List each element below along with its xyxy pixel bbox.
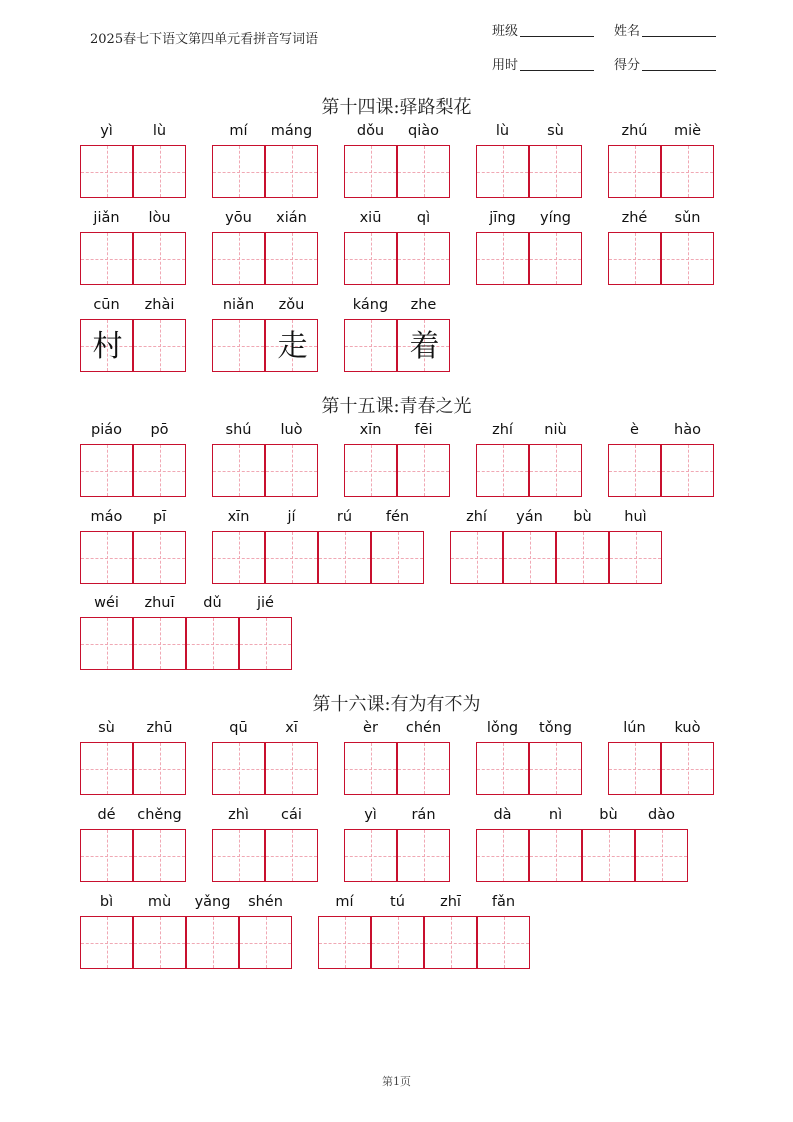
class-field[interactable] [492,20,594,39]
writing-cell[interactable] [318,916,371,969]
writing-cell[interactable] [529,829,582,882]
section-prefix: 第十六课: [312,694,391,715]
writing-cell[interactable] [80,916,133,969]
writing-cell[interactable] [661,145,714,198]
pinyin-label: yíng [539,210,571,226]
pinyin-label: pō [150,422,169,438]
pinyin-label: lǒng [486,720,519,736]
pinyin-label: miè [673,123,702,139]
written-character [345,320,398,373]
writing-cell[interactable] [529,145,582,198]
section-name: 青春之光 [399,396,472,417]
written-character [477,830,530,883]
written-character [134,917,187,970]
written-character [398,146,451,199]
writing-cell[interactable] [186,617,239,670]
name-label: 姓名 [614,24,641,39]
pinyin-label: piáo [91,422,122,438]
writing-cell[interactable] [661,444,714,497]
class-label: 班级 [492,24,519,39]
writing-cell[interactable] [133,742,186,795]
writing-cell[interactable] [265,829,318,882]
pinyin-label: rán [411,807,436,823]
written-character [187,917,240,970]
writing-cell[interactable] [80,145,133,198]
pinyin-label: jiǎn [93,210,120,226]
written-character [477,743,530,796]
pinyin-label: mí [335,894,354,910]
written-character [345,146,398,199]
pinyin-label: rú [336,509,353,525]
writing-cell[interactable] [212,742,265,795]
pinyin-label: jīng [489,210,516,226]
pinyin-label: zhú [621,123,648,139]
pinyin-label: lù [495,123,510,139]
writing-cell[interactable] [608,444,661,497]
written-character [530,445,583,498]
pinyin-label: káng [352,297,389,313]
written-character [425,917,478,970]
written-character [213,445,266,498]
writing-cell[interactable] [476,444,529,497]
written-character [134,743,187,796]
score-label: 得分 [614,58,641,73]
pinyin-label: luò [280,422,303,438]
writing-cell[interactable] [397,444,450,497]
written-character [213,320,266,373]
writing-cell[interactable] [80,319,133,372]
written-character [134,618,187,671]
pinyin-label: zhài [144,297,175,313]
writing-cell[interactable] [239,916,292,969]
pinyin-label: jí [287,509,296,525]
writing-cell[interactable] [608,742,661,795]
writing-cell[interactable] [371,531,424,584]
written-character [478,917,531,970]
pinyin-label: yì [100,123,113,139]
pinyin-label: xīn [359,422,382,438]
written-character [398,743,451,796]
section-title-lesson-15 [0,392,793,418]
pinyin-label: zhé [621,210,648,226]
writing-cell[interactable] [265,145,318,198]
section-prefix: 第十四课: [321,97,400,118]
section-prefix: 第十五课: [321,396,400,417]
writing-cell[interactable] [397,742,450,795]
written-character [398,445,451,498]
written-character [662,445,715,498]
pinyin-label: mù [147,894,172,910]
written-character [662,233,715,286]
writing-cell[interactable] [265,742,318,795]
section-title-lesson-16 [0,690,793,716]
written-character [266,532,319,585]
pinyin-label: jié [257,595,274,611]
written-character [266,445,319,498]
writing-cell[interactable] [80,232,133,285]
written-character [134,532,187,585]
written-character [609,233,662,286]
writing-cell[interactable] [397,232,450,285]
section-name: 有为有不为 [390,694,481,715]
writing-cell[interactable] [476,742,529,795]
written-character [213,830,266,883]
written-character: 村 [92,329,123,364]
writing-cell[interactable] [397,319,450,372]
pinyin-label: bì [99,894,114,910]
pinyin-label: nì [548,807,563,823]
written-character [504,532,557,585]
written-character [477,233,530,286]
written-character [583,830,636,883]
written-character [81,830,134,883]
written-character [609,743,662,796]
writing-cell[interactable] [476,829,529,882]
written-character [81,233,134,286]
writing-cell[interactable] [371,916,424,969]
written-character [266,830,319,883]
writing-cell[interactable] [318,531,371,584]
written-character [609,146,662,199]
written-character [240,618,293,671]
pinyin-label: yōu [225,210,252,226]
pinyin-label: xián [276,210,307,226]
pinyin-label: pī [152,509,167,525]
writing-cell[interactable] [80,742,133,795]
page-number: 第1页 [382,1075,411,1088]
pinyin-label: dǒu [356,123,385,139]
pinyin-label: dào [648,807,675,823]
writing-cell[interactable] [608,145,661,198]
writing-cell[interactable] [661,232,714,285]
writing-cell[interactable] [397,145,450,198]
writing-cell[interactable] [397,829,450,882]
pinyin-label: dǔ [203,595,222,611]
pinyin-label: è [630,422,639,438]
pinyin-label: sǔn [674,210,701,226]
writing-cell[interactable] [476,232,529,285]
pinyin-label: xī [285,720,298,736]
written-character [266,743,319,796]
writing-cell[interactable] [133,319,186,372]
pinyin-label: zhì [228,807,249,823]
pinyin-label: zhí [492,422,513,438]
writing-cell[interactable] [635,829,688,882]
pinyin-label: máng [270,123,313,139]
writing-cell[interactable] [582,829,635,882]
writing-cell[interactable] [133,145,186,198]
doc-title: 2025春七下语文第四单元看拼音写词语 [90,32,319,47]
written-character [398,830,451,883]
writing-cell[interactable] [265,444,318,497]
writing-cell[interactable] [608,232,661,285]
pinyin-label: èr [363,720,378,736]
writing-cell[interactable] [344,232,397,285]
written-character [134,445,187,498]
pinyin-label: fén [385,509,410,525]
writing-cell[interactable] [265,531,318,584]
pinyin-label: kuò [674,720,701,736]
writing-cell[interactable] [344,829,397,882]
pinyin-label: zhuī [144,595,175,611]
writing-cell[interactable] [133,444,186,497]
writing-cell[interactable] [476,145,529,198]
written-character [134,320,187,373]
written-character [345,830,398,883]
written-character [319,917,372,970]
written-character [134,146,187,199]
pinyin-label: yǎng [194,894,231,910]
written-character [477,445,530,498]
written-character [81,146,134,199]
pinyin-label: fǎn [491,894,516,910]
written-character [662,743,715,796]
writing-cell[interactable] [212,319,265,372]
pinyin-label: lún [623,720,646,736]
writing-cell[interactable] [133,617,186,670]
writing-cell[interactable] [344,319,397,372]
written-character [662,146,715,199]
written-character [213,532,266,585]
writing-cell[interactable] [186,916,239,969]
writing-cell[interactable] [80,829,133,882]
pinyin-label: zǒu [278,297,305,313]
pinyin-label: dé [97,807,116,823]
written-character [636,830,689,883]
writing-cell[interactable] [529,444,582,497]
written-character [81,532,134,585]
pinyin-label: bù [573,509,592,525]
pinyin-label: shú [225,422,252,438]
pinyin-label: tú [390,894,405,910]
pinyin-label: yì [364,807,377,823]
written-character [530,233,583,286]
pinyin-label: hào [674,422,701,438]
writing-cell[interactable] [503,531,556,584]
written-character [345,445,398,498]
writing-cell[interactable] [556,531,609,584]
writing-cell[interactable] [529,742,582,795]
writing-cell[interactable] [477,916,530,969]
written-character [81,743,134,796]
pinyin-label: lòu [148,210,171,226]
written-character: 走 [277,329,308,364]
pinyin-label: huì [624,509,647,525]
pinyin-label: máo [90,509,123,525]
pinyin-label: qū [229,720,248,736]
score-field[interactable] [614,54,716,73]
writing-cell[interactable] [133,531,186,584]
written-character [134,233,187,286]
pinyin-label: niù [544,422,567,438]
writing-cell[interactable] [212,145,265,198]
written-character [372,917,425,970]
written-character [213,743,266,796]
written-character [187,618,240,671]
writing-cell[interactable] [344,145,397,198]
writing-cell[interactable] [212,232,265,285]
pinyin-label: lù [152,123,167,139]
writing-cell[interactable] [529,232,582,285]
writing-cell[interactable] [424,916,477,969]
writing-cell[interactable] [212,531,265,584]
writing-cell[interactable] [80,531,133,584]
written-character [451,532,504,585]
written-character [319,532,372,585]
writing-cell[interactable] [265,319,318,372]
writing-cell[interactable] [344,742,397,795]
writing-cell[interactable] [80,444,133,497]
pinyin-label: yán [516,509,543,525]
pinyin-label: sù [98,720,115,736]
written-character [213,233,266,286]
pinyin-label: bù [599,807,618,823]
pinyin-label: fēi [414,422,433,438]
name-field[interactable] [614,20,716,39]
writing-cell[interactable] [609,531,662,584]
pinyin-label: chén [405,720,442,736]
writing-cell[interactable] [239,617,292,670]
written-character [398,233,451,286]
pinyin-label: xiū [359,210,382,226]
written-character [557,532,610,585]
pinyin-label: shén [248,894,283,910]
written-character [609,445,662,498]
written-character [81,445,134,498]
written-character [213,146,266,199]
writing-cell[interactable] [212,829,265,882]
pinyin-label: cūn [93,297,120,313]
written-character [372,532,425,585]
pinyin-label: zhī [440,894,461,910]
writing-cell[interactable] [133,829,186,882]
pinyin-label: zhū [146,720,173,736]
time-field[interactable] [492,54,594,73]
written-character: 着 [409,329,440,364]
written-character [345,233,398,286]
writing-cell[interactable] [212,444,265,497]
writing-cell[interactable] [133,916,186,969]
pinyin-label: cái [281,807,302,823]
writing-cell[interactable] [265,232,318,285]
written-character [530,146,583,199]
writing-cell[interactable] [344,444,397,497]
time-label: 用时 [492,58,519,73]
written-character [266,233,319,286]
written-character [81,618,134,671]
written-character [477,146,530,199]
pinyin-label: sù [547,123,564,139]
pinyin-label: tǒng [539,720,572,736]
writing-cell[interactable] [661,742,714,795]
writing-cell[interactable] [450,531,503,584]
section-name: 驿路梨花 [399,97,472,118]
pinyin-label: zhí [466,509,487,525]
writing-cell[interactable] [133,232,186,285]
pinyin-label: zhe [410,297,437,313]
section-title-lesson-14 [0,93,793,119]
pinyin-label: niǎn [222,297,255,313]
pinyin-label: mí [229,123,248,139]
written-character [266,146,319,199]
pinyin-label: wéi [94,595,119,611]
written-character [530,830,583,883]
writing-cell[interactable] [80,617,133,670]
pinyin-label: chěng [137,807,182,823]
pinyin-label: xīn [227,509,250,525]
written-character [240,917,293,970]
written-character [610,532,663,585]
written-character [345,743,398,796]
written-character [530,743,583,796]
written-character [81,917,134,970]
pinyin-label: qiào [408,123,439,139]
written-character [134,830,187,883]
pinyin-label: qì [416,210,431,226]
pinyin-label: dà [493,807,512,823]
